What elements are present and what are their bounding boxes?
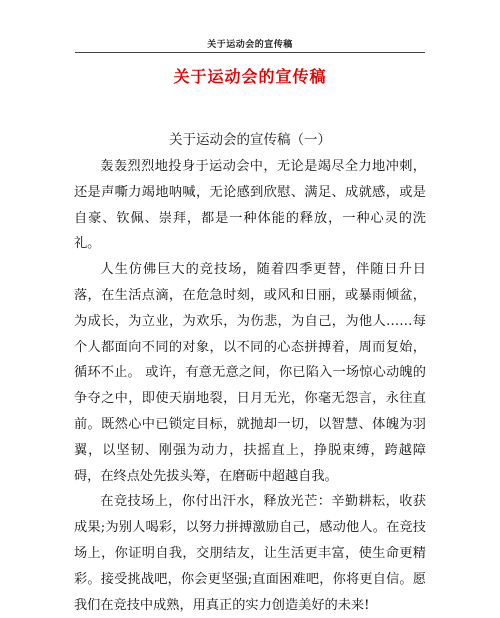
header-divider [75, 52, 425, 53]
running-header: 关于运动会的宣传稿 [207, 40, 293, 50]
section-subtitle: 关于运动会的宣传稿（一） [169, 132, 331, 148]
paragraph-3: 在竞技场上，你付出汗水，释放光芒：辛勤耕耘，收获成果;为别人喝彩，以努力拼搏激励自己，感动他人。在竞技场上，你证明自我，交朋结友，让生活更丰富，使生命更精彩。接受挑战吧，你会更坚强;直面困难吧，你将更自信。愿我们在竞技中成熟，用真正的实力创造美好的未来! [74, 494, 426, 613]
paragraph-2: 人生仿佛巨大的竞技场，随着四季更替，伴随日升日落，在生活点滴，在危急时刻，或风和日丽，或暴雨倾盆，为成长，为立业，为欢乐，为伤悲，为自己，为他人……每个人都面向不同的对象，以不同的心态拼搏着，周而复始，循环不止。 或许，有意无意之间，你已陷入一场惊心动魄的争夺之中，即使天崩地裂，日月无光，你毫无怨言，永往直前。既然心中已锁定目标，就抛却一切，以智慧、体魄为羽翼，以坚韧、刚强为动力，扶摇直上，挣脱束缚，跨越障碍，在终点处先拔头筹，在磨砺中超越自我。 [74, 262, 426, 484]
document-title: 关于运动会的宣传稿 [173, 67, 327, 86]
paragraph-1: 轰轰烈烈地投身于运动会中，无论是竭尽全力地冲刺，还是声嘶力竭地呐喊，无论感到欣慰、满足、成就感，或是自豪、钦佩、崇拜，都是一种体能的释放，一种心灵的洗礼。 [74, 159, 426, 252]
document-body [74, 154, 426, 618]
